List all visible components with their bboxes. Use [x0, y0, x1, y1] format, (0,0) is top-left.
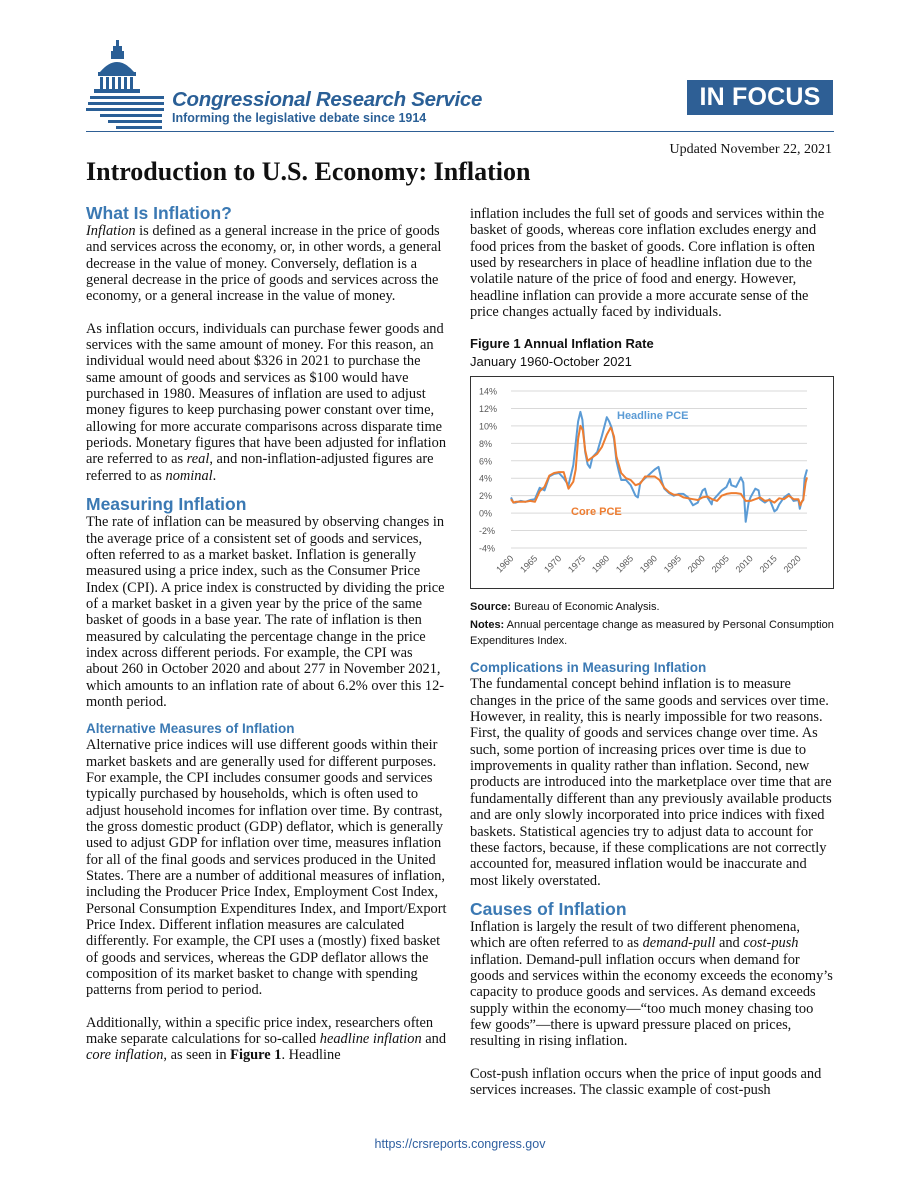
paragraph-causes: [470, 919, 834, 1050]
figure-reference: Figure 1: [230, 1047, 282, 1064]
notes-label: Notes:: [470, 619, 505, 632]
text-span: Inflation is largely the result of two different phenomena, which are often referred to as: [470, 918, 800, 952]
term-cost-push: cost-push: [743, 935, 799, 952]
figure-subtitle: January 1960-October 2021: [470, 354, 632, 370]
paragraph-complications: The fundamental concept behind inflation is to measure changes in the price of the same goods and services over time. However, in reality, this is nearly impossible for two reasons. First, the quality of goods and services change over time. As such, some portion of increasing prices over time is due to improvements in quality rather than inflation. Second, new products are introduced into the marketplace over time that are fundamentally different than any previously available products and are only slowly incorporated into price indices with fixed baskets. Statistical agencies try to adjust data to account for these factors, because, if these complications are not correctly accounted for, measured inflation would be inaccurate and most likely overstated.: [470, 676, 832, 889]
y-tick-label: -4%: [479, 543, 496, 554]
paragraph-headline-continued: inflation includes the full set of goods and services within the basket of goods, whereas core inflation excludes energy and food prices from the basket of goods. Core inflation is often used by researchers in place of headline inflation due to the volatile nature of the price of food and energy. However, headline inflation can provide a more accurate sense of the price changes actually faced by individuals.: [470, 206, 825, 321]
x-tick-label: 1985: [613, 553, 636, 575]
source-text: Bureau of Economic Analysis.: [510, 601, 660, 614]
x-tick-label: 2010: [733, 553, 755, 575]
heading-what-is-inflation: What Is Inflation?: [86, 203, 232, 223]
term-core-inflation: core inflation: [86, 1047, 164, 1064]
y-tick-label: -2%: [479, 526, 496, 537]
capitol-dome-icon: [86, 40, 168, 132]
text-span: , and non-inflation-adjusted figures are referred to as: [86, 451, 434, 484]
y-tick-label: 4%: [479, 474, 493, 485]
figure-title: Figure 1 Annual Inflation Rate: [470, 336, 654, 352]
text-span: , as seen in: [163, 1047, 231, 1064]
page-title: Introduction to U.S. Economy: Inflation: [86, 157, 531, 186]
x-tick-label: 1970: [542, 553, 564, 575]
x-tick-label: 1975: [566, 553, 588, 575]
heading-measuring-inflation: Measuring Inflation: [86, 494, 247, 515]
paragraph-headline-core: [86, 1015, 448, 1064]
heading-causes: Causes of Inflation: [470, 898, 627, 919]
heading-complications: Complications in Measuring Inflation: [470, 660, 707, 676]
notes-text: Annual percentage change as measured by Personal Consumption Expenditures Index.: [470, 619, 834, 648]
x-tick-label: 1995: [661, 553, 684, 575]
text-span: inflation. Demand-pull inflation occurs when demand for goods and services within the economy exceeds the economy’s capacity to produce goods and services. As demand exceeds supply within the economy—“too much money chasing too few goods”—there is upward pressure placed on prices, resulting in rising inflation.: [470, 951, 833, 1050]
x-tick-label: 1960: [494, 553, 516, 575]
annotation-headline-pce: Headline PCE: [617, 410, 689, 423]
y-tick-label: 10%: [479, 421, 498, 432]
paragraph-alternative-measures: Alternative price indices will use different goods within their market baskets and are generally used for different purposes. For example, the CPI includes consumer goods and services typically purchased by households, which is often used to adjust household incomes for inflation over time. By contrast, the gross domestic product (GDP) deflator, which is generally used to adjust GDP for inflation over time, measures inflation for all of the final goods and services produced in the United States. There are a number of additional measures of inflation, including the Producer Price Index, Employment Cost Index, Personal Consumption Expenditures Index, and Import/Export Price Index. Different inflation measures are calculated differently. For example, the CPI uses a (mostly) fixed basket of goods and services, whereas the GDP deflator allows the composition of its market basket to change with spending patterns from period to period.: [86, 737, 447, 999]
term-demand-pull: demand-pull: [642, 935, 716, 952]
footer-url[interactable]: https://crsreports.congress.gov: [374, 1137, 546, 1151]
y-tick-label: 0%: [479, 509, 493, 520]
heading-alternative-measures: Alternative Measures of Inflation: [86, 721, 295, 737]
text-span: and: [421, 1031, 447, 1048]
y-tick-label: 14%: [479, 386, 498, 397]
right-column: [470, 206, 834, 1098]
y-tick-label: 6%: [479, 456, 493, 467]
term-real: real: [186, 451, 210, 468]
term-inflation: Inflation: [86, 223, 136, 239]
source-label: Source:: [470, 601, 511, 614]
in-focus-badge: IN FOCUS: [687, 80, 833, 115]
updated-date: Updated November 22, 2021: [669, 142, 832, 157]
x-tick-label: 2005: [709, 553, 731, 575]
inflation-chart: [470, 376, 834, 589]
text-span: As inflation occurs, individuals can purchase fewer goods and services with the same amount of money. For this reason, an individual would need about $326 in 2021 to purchase the same amount of goods and services as $100 would have purchased in 1980. Measures of inflation are used to adjust money figures to keep purchasing power constant over time, allowing for more accurate comparisons across disparate time periods. Monetary figures that have been adjusted for inflation are referred to as: [86, 320, 447, 468]
text-span: Additionally, within a specific price index, researchers often make separate calculations for so-called: [86, 1014, 434, 1048]
x-tick-label: 2000: [685, 553, 707, 575]
org-name: Congressional Research Service: [172, 88, 483, 111]
x-tick-label: 2015: [757, 553, 779, 575]
figure-notes: [470, 617, 834, 649]
inflation-chart-svg: [471, 377, 833, 588]
x-tick-label: 1965: [518, 553, 540, 575]
org-tagline: Informing the legislative debate since 1914: [172, 111, 427, 125]
paragraph-cost-push: Cost-push inflation occurs when the price of input goods and services increases. The classic example of cost-push: [470, 1065, 822, 1098]
text-span: . Headline: [281, 1047, 341, 1064]
left-column: [86, 203, 448, 1064]
x-tick-label: 2020: [781, 553, 803, 575]
annotation-core-pce: Core PCE: [571, 506, 622, 519]
series-line-core-pce: [511, 426, 807, 505]
figure-source: [470, 599, 834, 615]
x-tick-label: 1990: [637, 553, 660, 575]
text-span: and: [715, 935, 744, 952]
y-tick-label: 12%: [479, 404, 498, 415]
y-tick-label: 2%: [479, 491, 493, 502]
y-tick-label: 8%: [479, 439, 493, 450]
text-span: .: [212, 467, 217, 484]
term-headline-inflation: headline inflation: [319, 1031, 422, 1048]
term-nominal: nominal: [165, 467, 213, 484]
header-divider: [86, 131, 834, 132]
x-tick-label: 1980: [589, 553, 612, 575]
paragraph-definition-text: is defined as a general increase in the price of goods and services across the economy, or, in other words, a general decrease in the value of money. Conversely, deflation is a general decrease in the price of goods and services across the economy, or a general increase in the value of money.: [86, 223, 442, 305]
paragraph-definition: [86, 223, 448, 305]
series-line-headline-pce: [511, 412, 807, 522]
paragraph-measuring: The rate of inflation can be measured by observing changes in the average price of a consistent set of goods and services, often referred to as a market basket. Inflation is generally measured using a price index, such as the Consumer Price Index (CPI). A price index is constructed by dividing the price of a market basket in a given year by the price of the same basket of goods in a base year. The rate of inflation is then measured by calculating the percentage change in the price index across different periods. For example, the CPI was about 260 in October 2020 and about 277 in November 2021, which amounts to an inflation rate of about 6.2% over this 12-month period.: [86, 514, 445, 710]
paragraph-purchasing-power: [86, 321, 448, 484]
crs-logo: [86, 40, 506, 140]
